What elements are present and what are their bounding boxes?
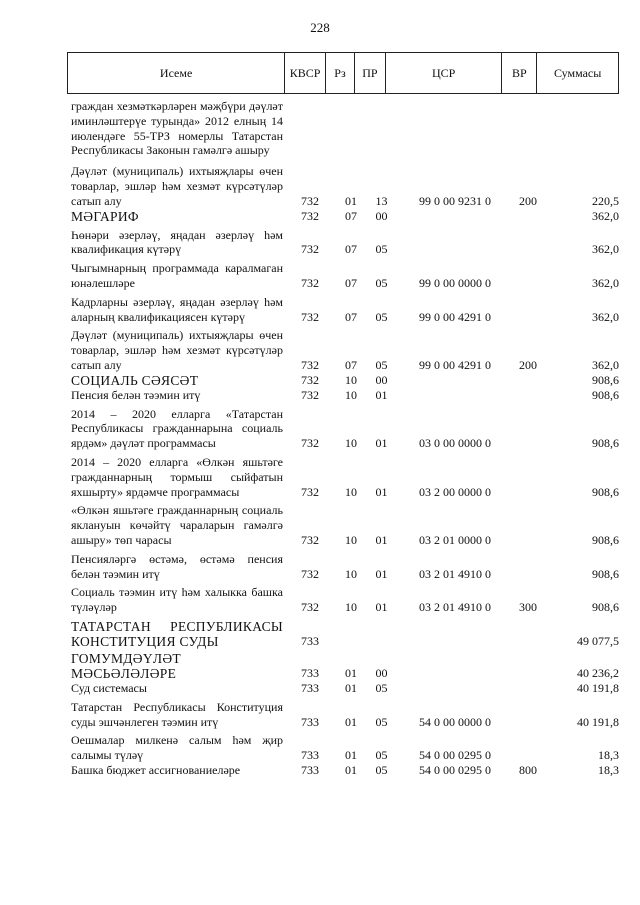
cell-pr: 00 — [375, 372, 388, 387]
cell-csr: 54 0 00 0295 0 — [419, 762, 491, 777]
cell-rz: 07 — [345, 357, 357, 372]
cell-name: 2014 – 2020 елларга «Татарстан Республикасы гражданнарына социаль ярдәм» дәүләт программасы — [71, 406, 283, 451]
cell-vr: 200 — [519, 193, 537, 208]
table-row — [71, 295, 619, 325]
cell-sum: 40 191,8 — [577, 714, 619, 729]
cell-sum: 908,6 — [592, 566, 619, 581]
cell-sum: 908,6 — [592, 600, 619, 615]
cell-rz: 10 — [345, 484, 357, 499]
cell-rz: 01 — [345, 748, 357, 763]
cell-rz: 07 — [345, 309, 357, 324]
cell-kvsr: 732 — [301, 387, 319, 402]
cell-sum: 49 077,5 — [577, 634, 619, 649]
cell-name: 2014 – 2020 елларга «Өлкән яшьтәге гражданнарның тормыш сыйфатын яхшырту» ярдәмче программасы — [71, 454, 283, 499]
cell-kvsr: 732 — [301, 532, 319, 547]
cell-name: ТАТАРСТАН РЕСПУБЛИКАСЫ КОНСТИТУЦИЯ СУДЫ — [71, 618, 283, 649]
cell-csr: 03 2 00 0000 0 — [419, 484, 491, 499]
cell-sum: 362,0 — [592, 242, 619, 257]
cell-csr: 03 0 00 0000 0 — [419, 436, 491, 451]
cell-kvsr: 732 — [301, 193, 319, 208]
cell-sum: 908,6 — [592, 372, 619, 387]
cell-rz: 10 — [345, 387, 357, 402]
cell-name: граждан хезмәткәрләрен мәҗбүри дәүләт иминләштерүе турында» 2012 елның 14 июлендәге 55-ТРЗ номерлы Татарстан Республикасы Законын гамәлгә ашыру — [71, 99, 283, 158]
cell-pr: 01 — [375, 484, 388, 499]
table-row — [71, 503, 619, 547]
cell-kvsr: 733 — [301, 748, 319, 763]
cell-pr: 05 — [375, 242, 388, 257]
table-row — [71, 619, 619, 649]
table-row — [71, 228, 619, 258]
cell-name: Кадрларны әзерләү, яңадан әзерләү һәм аларның квалификациясен күтәрү — [71, 294, 283, 324]
header-vr: ВР — [502, 53, 537, 93]
table-row — [71, 585, 619, 615]
cell-sum: 362,0 — [592, 357, 619, 372]
cell-rz: 07 — [345, 275, 357, 290]
header-name: Исеме — [68, 53, 285, 93]
cell-pr: 00 — [375, 666, 388, 681]
table-row — [71, 328, 619, 372]
cell-sum: 908,6 — [592, 484, 619, 499]
table-row — [71, 209, 619, 224]
table-header — [67, 52, 619, 94]
cell-name: Һөнәри әзерләү, яңадан әзерләү һәм квалификация күтәрү — [71, 227, 283, 257]
cell-sum: 362,0 — [592, 208, 619, 223]
cell-csr: 99 0 00 0000 0 — [419, 275, 491, 290]
cell-name: Пенсияләргә өстәмә, өстәмә пенсия белән тәэмин итү — [71, 551, 283, 581]
table-row — [71, 681, 619, 696]
cell-pr: 05 — [375, 357, 388, 372]
cell-pr: 05 — [375, 275, 388, 290]
cell-kvsr: 732 — [301, 275, 319, 290]
cell-kvsr: 733 — [301, 680, 319, 695]
cell-sum: 908,6 — [592, 436, 619, 451]
cell-kvsr: 733 — [301, 762, 319, 777]
cell-kvsr: 732 — [301, 309, 319, 324]
cell-rz: 10 — [345, 600, 357, 615]
table-row — [71, 407, 619, 451]
cell-csr: 54 0 00 0000 0 — [419, 714, 491, 729]
cell-sum: 40 236,2 — [577, 666, 619, 681]
cell-name: СОЦИАЛЬ СӘЯСӘТ — [71, 372, 199, 388]
cell-pr: 05 — [375, 762, 388, 777]
cell-pr: 05 — [375, 680, 388, 695]
cell-name: Социаль тәэмин итү һәм халыкка башка түләүләр — [71, 585, 283, 615]
table-row — [71, 763, 619, 778]
cell-name: Татарстан Республикасы Конституция суды эшчәнлеген тәэмин итү — [71, 699, 283, 729]
cell-name: Дәүләт (муниципаль) ихтыяҗлары өчен товарлар, эшләр һәм хезмәт күрсәтүләр сатып алу — [71, 328, 283, 372]
cell-name: Чыгымнарның программада каралмаган юнәлешләре — [71, 261, 283, 290]
cell-kvsr: 732 — [301, 600, 319, 615]
cell-csr: 54 0 00 0295 0 — [419, 748, 491, 763]
cell-csr: 03 2 01 4910 0 — [419, 566, 491, 581]
table-row — [71, 99, 619, 158]
cell-kvsr: 733 — [301, 666, 319, 681]
table-row — [71, 651, 619, 681]
cell-csr: 03 2 01 4910 0 — [419, 600, 491, 615]
cell-pr: 05 — [375, 309, 388, 324]
table-row — [71, 164, 619, 208]
cell-sum: 362,0 — [592, 309, 619, 324]
cell-rz: 01 — [345, 193, 357, 208]
cell-rz: 10 — [345, 372, 357, 387]
table-row — [71, 373, 619, 388]
cell-pr: 00 — [375, 208, 388, 223]
cell-name: Суд системасы — [71, 680, 147, 695]
cell-pr: 01 — [375, 387, 388, 402]
cell-kvsr: 732 — [301, 208, 319, 223]
table-row — [71, 388, 619, 403]
cell-rz: 10 — [345, 566, 357, 581]
cell-name: «Өлкән яшьтәге гражданнарның социаль яклануын көчәйтү чараларын гамәлгә ашыру» төп чарасы — [71, 503, 283, 547]
cell-name: Оешмалар милкенә салым һәм җир салымы түләү — [71, 733, 283, 763]
header-kvsr: КВСР — [285, 53, 326, 93]
cell-kvsr: 733 — [301, 634, 319, 649]
cell-pr: 01 — [375, 436, 388, 451]
cell-name: Пенсия белән тәэмин итү — [71, 387, 201, 402]
cell-rz: 10 — [345, 436, 357, 451]
cell-kvsr: 732 — [301, 566, 319, 581]
cell-csr: 99 0 00 4291 0 — [419, 357, 491, 372]
table-row — [71, 552, 619, 582]
cell-csr: 03 2 01 0000 0 — [419, 532, 491, 547]
cell-name: Дәүләт (муниципаль) ихтыяҗлары өчен товарлар, эшләр һәм хезмәт күрсәтүләр сатып алу — [71, 164, 283, 208]
cell-vr: 200 — [519, 357, 537, 372]
cell-sum: 40 191,8 — [577, 680, 619, 695]
cell-vr: 800 — [519, 762, 537, 777]
header-pr: ПР — [355, 53, 386, 93]
table-body — [71, 99, 619, 778]
header-rz: Рз — [326, 53, 355, 93]
cell-rz: 07 — [345, 242, 357, 257]
cell-rz: 10 — [345, 532, 357, 547]
cell-pr: 01 — [375, 600, 388, 615]
cell-rz: 01 — [345, 714, 357, 729]
cell-rz: 01 — [345, 762, 357, 777]
header-csr: ЦСР — [386, 53, 503, 93]
table-row — [71, 261, 619, 291]
cell-pr: 05 — [375, 748, 388, 763]
cell-name: ГОМУМДӘҮЛӘТ МӘСЬӘЛӘЛӘРЕ — [71, 650, 181, 681]
cell-kvsr: 733 — [301, 714, 319, 729]
cell-sum: 908,6 — [592, 532, 619, 547]
cell-kvsr: 732 — [301, 357, 319, 372]
cell-pr: 01 — [375, 532, 388, 547]
cell-sum: 908,6 — [592, 387, 619, 402]
cell-csr: 99 0 00 9231 0 — [419, 193, 491, 208]
cell-vr: 300 — [519, 600, 537, 615]
cell-sum: 18,3 — [598, 748, 619, 763]
cell-sum: 18,3 — [598, 762, 619, 777]
cell-pr: 13 — [375, 193, 388, 208]
cell-rz: 01 — [345, 666, 357, 681]
cell-kvsr: 732 — [301, 242, 319, 257]
cell-kvsr: 732 — [301, 372, 319, 387]
cell-name: МӘГАРИФ — [71, 208, 139, 224]
cell-pr: 01 — [375, 566, 388, 581]
table-row — [71, 700, 619, 730]
page-number: 228 — [310, 20, 330, 35]
table-row — [71, 733, 619, 763]
cell-sum: 220,5 — [592, 193, 619, 208]
cell-csr: 99 0 00 4291 0 — [419, 309, 491, 324]
cell-name: Башка бюджет ассигнованиеләре — [71, 762, 241, 777]
cell-sum: 362,0 — [592, 275, 619, 290]
header-sum: Суммасы — [553, 65, 602, 80]
cell-kvsr: 732 — [301, 436, 319, 451]
cell-pr: 05 — [375, 714, 388, 729]
cell-rz: 01 — [345, 680, 357, 695]
cell-rz: 07 — [345, 208, 357, 223]
cell-kvsr: 732 — [301, 484, 319, 499]
table-row — [71, 455, 619, 499]
